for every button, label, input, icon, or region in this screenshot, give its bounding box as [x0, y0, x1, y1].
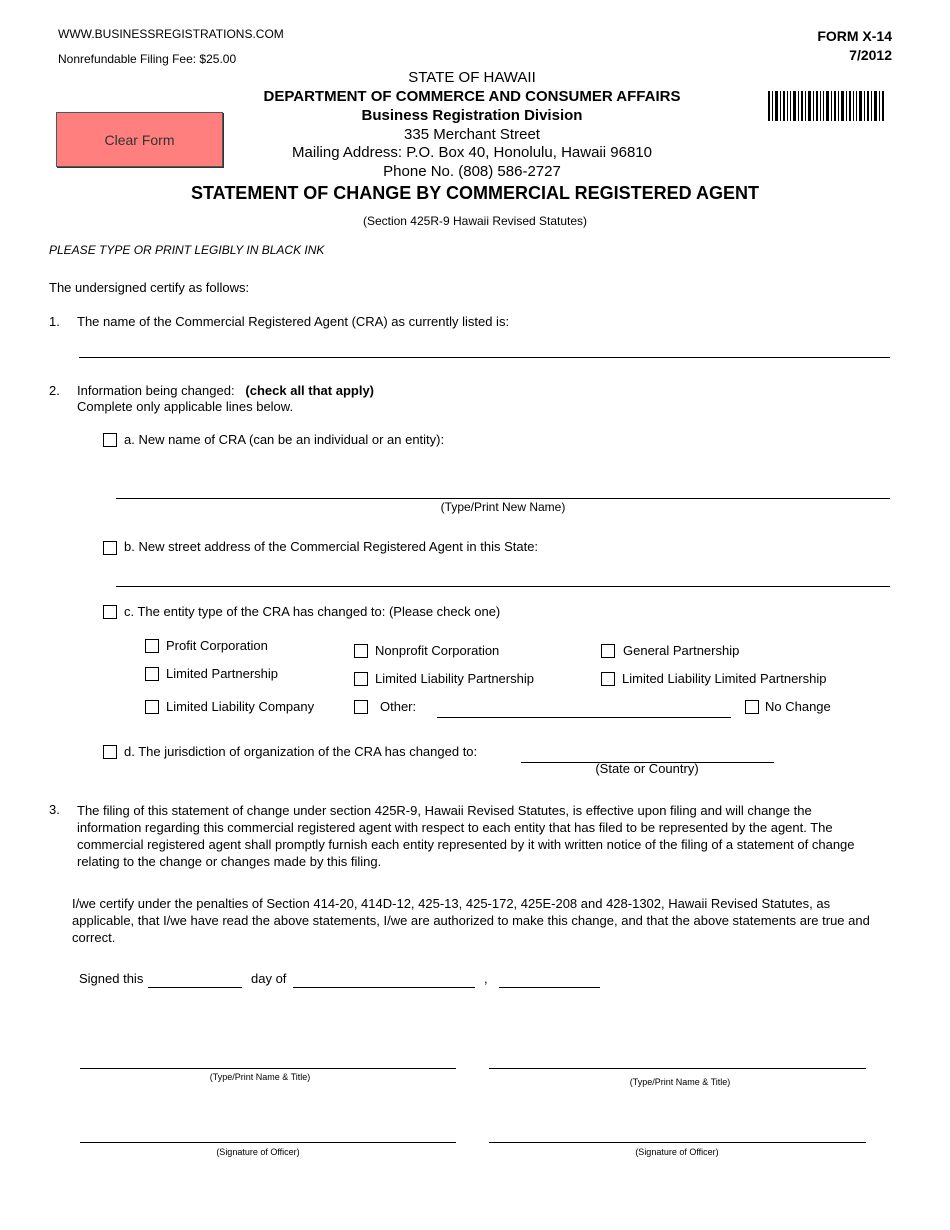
street-address: 335 Merchant Street	[404, 126, 540, 143]
checkbox-entity-type[interactable]	[103, 605, 117, 619]
llp-label: Limited Liability Partnership	[375, 671, 534, 686]
day-of-label: day of	[251, 971, 287, 986]
other-label: Other:	[380, 699, 417, 714]
checkbox-profit-corporation[interactable]	[145, 639, 159, 653]
item-1-number: 1.	[49, 314, 60, 329]
item-2d-label: d. The jurisdiction of organization of the CRA has changed to:	[124, 744, 478, 759]
nonprofit-corporation-label: Nonprofit Corporation	[375, 643, 500, 658]
other-entity-field[interactable]	[437, 717, 731, 718]
llc-label: Limited Liability Company	[166, 699, 315, 714]
no-change-label: No Change	[765, 699, 831, 714]
checkbox-other[interactable]	[354, 700, 368, 714]
lllp-label: Limited Liability Limited Partnership	[622, 671, 827, 686]
checkbox-limited-partnership[interactable]	[145, 667, 159, 681]
checkbox-llc[interactable]	[145, 700, 159, 714]
sign-year-field[interactable]	[499, 987, 600, 988]
clear-form-button[interactable]: Clear Form	[56, 112, 223, 167]
filing-fee: Nonrefundable Filing Fee: $25.00	[58, 52, 237, 66]
website-url: WWW.BUSINESSREGISTRATIONS.COM	[58, 27, 284, 41]
item-2-text: Information being changed:	[77, 383, 235, 398]
profit-corporation-label: Profit Corporation	[166, 638, 268, 653]
certify-intro: The undersigned certify as follows:	[49, 280, 250, 295]
name-title-caption-right: (Type/Print Name & Title)	[629, 1077, 731, 1087]
item-2-bold-note: (check all that apply)	[245, 383, 374, 398]
item-3-text: The filing of this statement of change under section 425R-9, Hawaii Revised Statutes, is effective upon filing and will change the information regarding this commercial registered agent with respect to each entity that has filed to be represented by the agent. The commercial registered agent shall promptly furnish each entity represented by it with written notice of the filing of a statement of change relating to the change or changes made by this filing.	[77, 803, 855, 869]
signature-field-left[interactable]	[80, 1142, 456, 1143]
division-name: Business Registration Division	[361, 107, 583, 124]
checkbox-jurisdiction[interactable]	[103, 745, 117, 759]
item-2-label	[77, 383, 374, 398]
form-date: 7/2012	[849, 47, 892, 63]
name-title-field-right[interactable]	[489, 1068, 866, 1069]
new-name-field[interactable]	[116, 498, 890, 499]
form-id: FORM X-14	[817, 28, 892, 44]
signed-this-label: Signed this	[79, 971, 144, 986]
signature-field-right[interactable]	[489, 1142, 866, 1143]
checkbox-llp[interactable]	[354, 672, 368, 686]
page-title: STATEMENT OF CHANGE BY COMMERCIAL REGISTERED AGENT	[190, 183, 760, 203]
item-2a-label: a. New name of CRA (can be an individual or an entity):	[124, 432, 445, 447]
new-name-caption: (Type/Print New Name)	[440, 500, 566, 514]
item-2c-label: c. The entity type of the CRA has changed to: (Please check one)	[124, 604, 501, 619]
sign-month-field[interactable]	[293, 987, 475, 988]
name-title-field-left[interactable]	[80, 1068, 456, 1069]
item-3-number: 3.	[49, 802, 60, 817]
item-2b-label: b. New street address of the Commercial Registered Agent in this State:	[124, 539, 539, 554]
signature-caption-right: (Signature of Officer)	[635, 1147, 719, 1157]
checkbox-new-address[interactable]	[103, 541, 117, 555]
checkbox-no-change[interactable]	[745, 700, 759, 714]
checkbox-new-name[interactable]	[103, 433, 117, 447]
checkbox-nonprofit-corporation[interactable]	[354, 644, 368, 658]
jurisdiction-caption: (State or Country)	[595, 761, 699, 776]
sign-day-field[interactable]	[148, 987, 242, 988]
limited-partnership-label: Limited Partnership	[166, 666, 278, 681]
phone-number: Phone No. (808) 586-2727	[383, 163, 561, 180]
statute-reference: (Section 425R-9 Hawaii Revised Statutes)	[362, 214, 588, 228]
certification-text: I/we certify under the penalties of Section 414-20, 414D-12, 425-13, 425-172, 425E-208 and 428-1302, Hawaii Revised Statutes, as applicable, that I/we have read the above statements, I/we are authorized to make this change, and that the above statements are true and correct.	[72, 896, 870, 945]
department-name: DEPARTMENT OF COMMERCE AND CONSUMER AFFAIRS	[263, 88, 681, 105]
signature-caption-left: (Signature of Officer)	[216, 1147, 300, 1157]
state-name: STATE OF HAWAII	[408, 69, 536, 86]
checkbox-lllp[interactable]	[601, 672, 615, 686]
comma-separator: ,	[484, 971, 488, 986]
ink-instruction: PLEASE TYPE OR PRINT LEGIBLY IN BLACK INK	[49, 243, 325, 257]
new-address-field[interactable]	[116, 586, 890, 587]
item-1-label: The name of the Commercial Registered Agent (CRA) as currently listed is:	[77, 314, 510, 329]
mailing-address: Mailing Address: P.O. Box 40, Honolulu, Hawaii 96810	[292, 144, 652, 161]
checkbox-general-partnership[interactable]	[601, 644, 615, 658]
name-title-caption-left: (Type/Print Name & Title)	[209, 1072, 311, 1082]
current-cra-name-field[interactable]	[79, 357, 890, 358]
item-2-number: 2.	[49, 383, 60, 398]
barcode-icon	[768, 91, 886, 123]
item-2-sub: Complete only applicable lines below.	[77, 399, 294, 414]
general-partnership-label: General Partnership	[623, 643, 740, 658]
